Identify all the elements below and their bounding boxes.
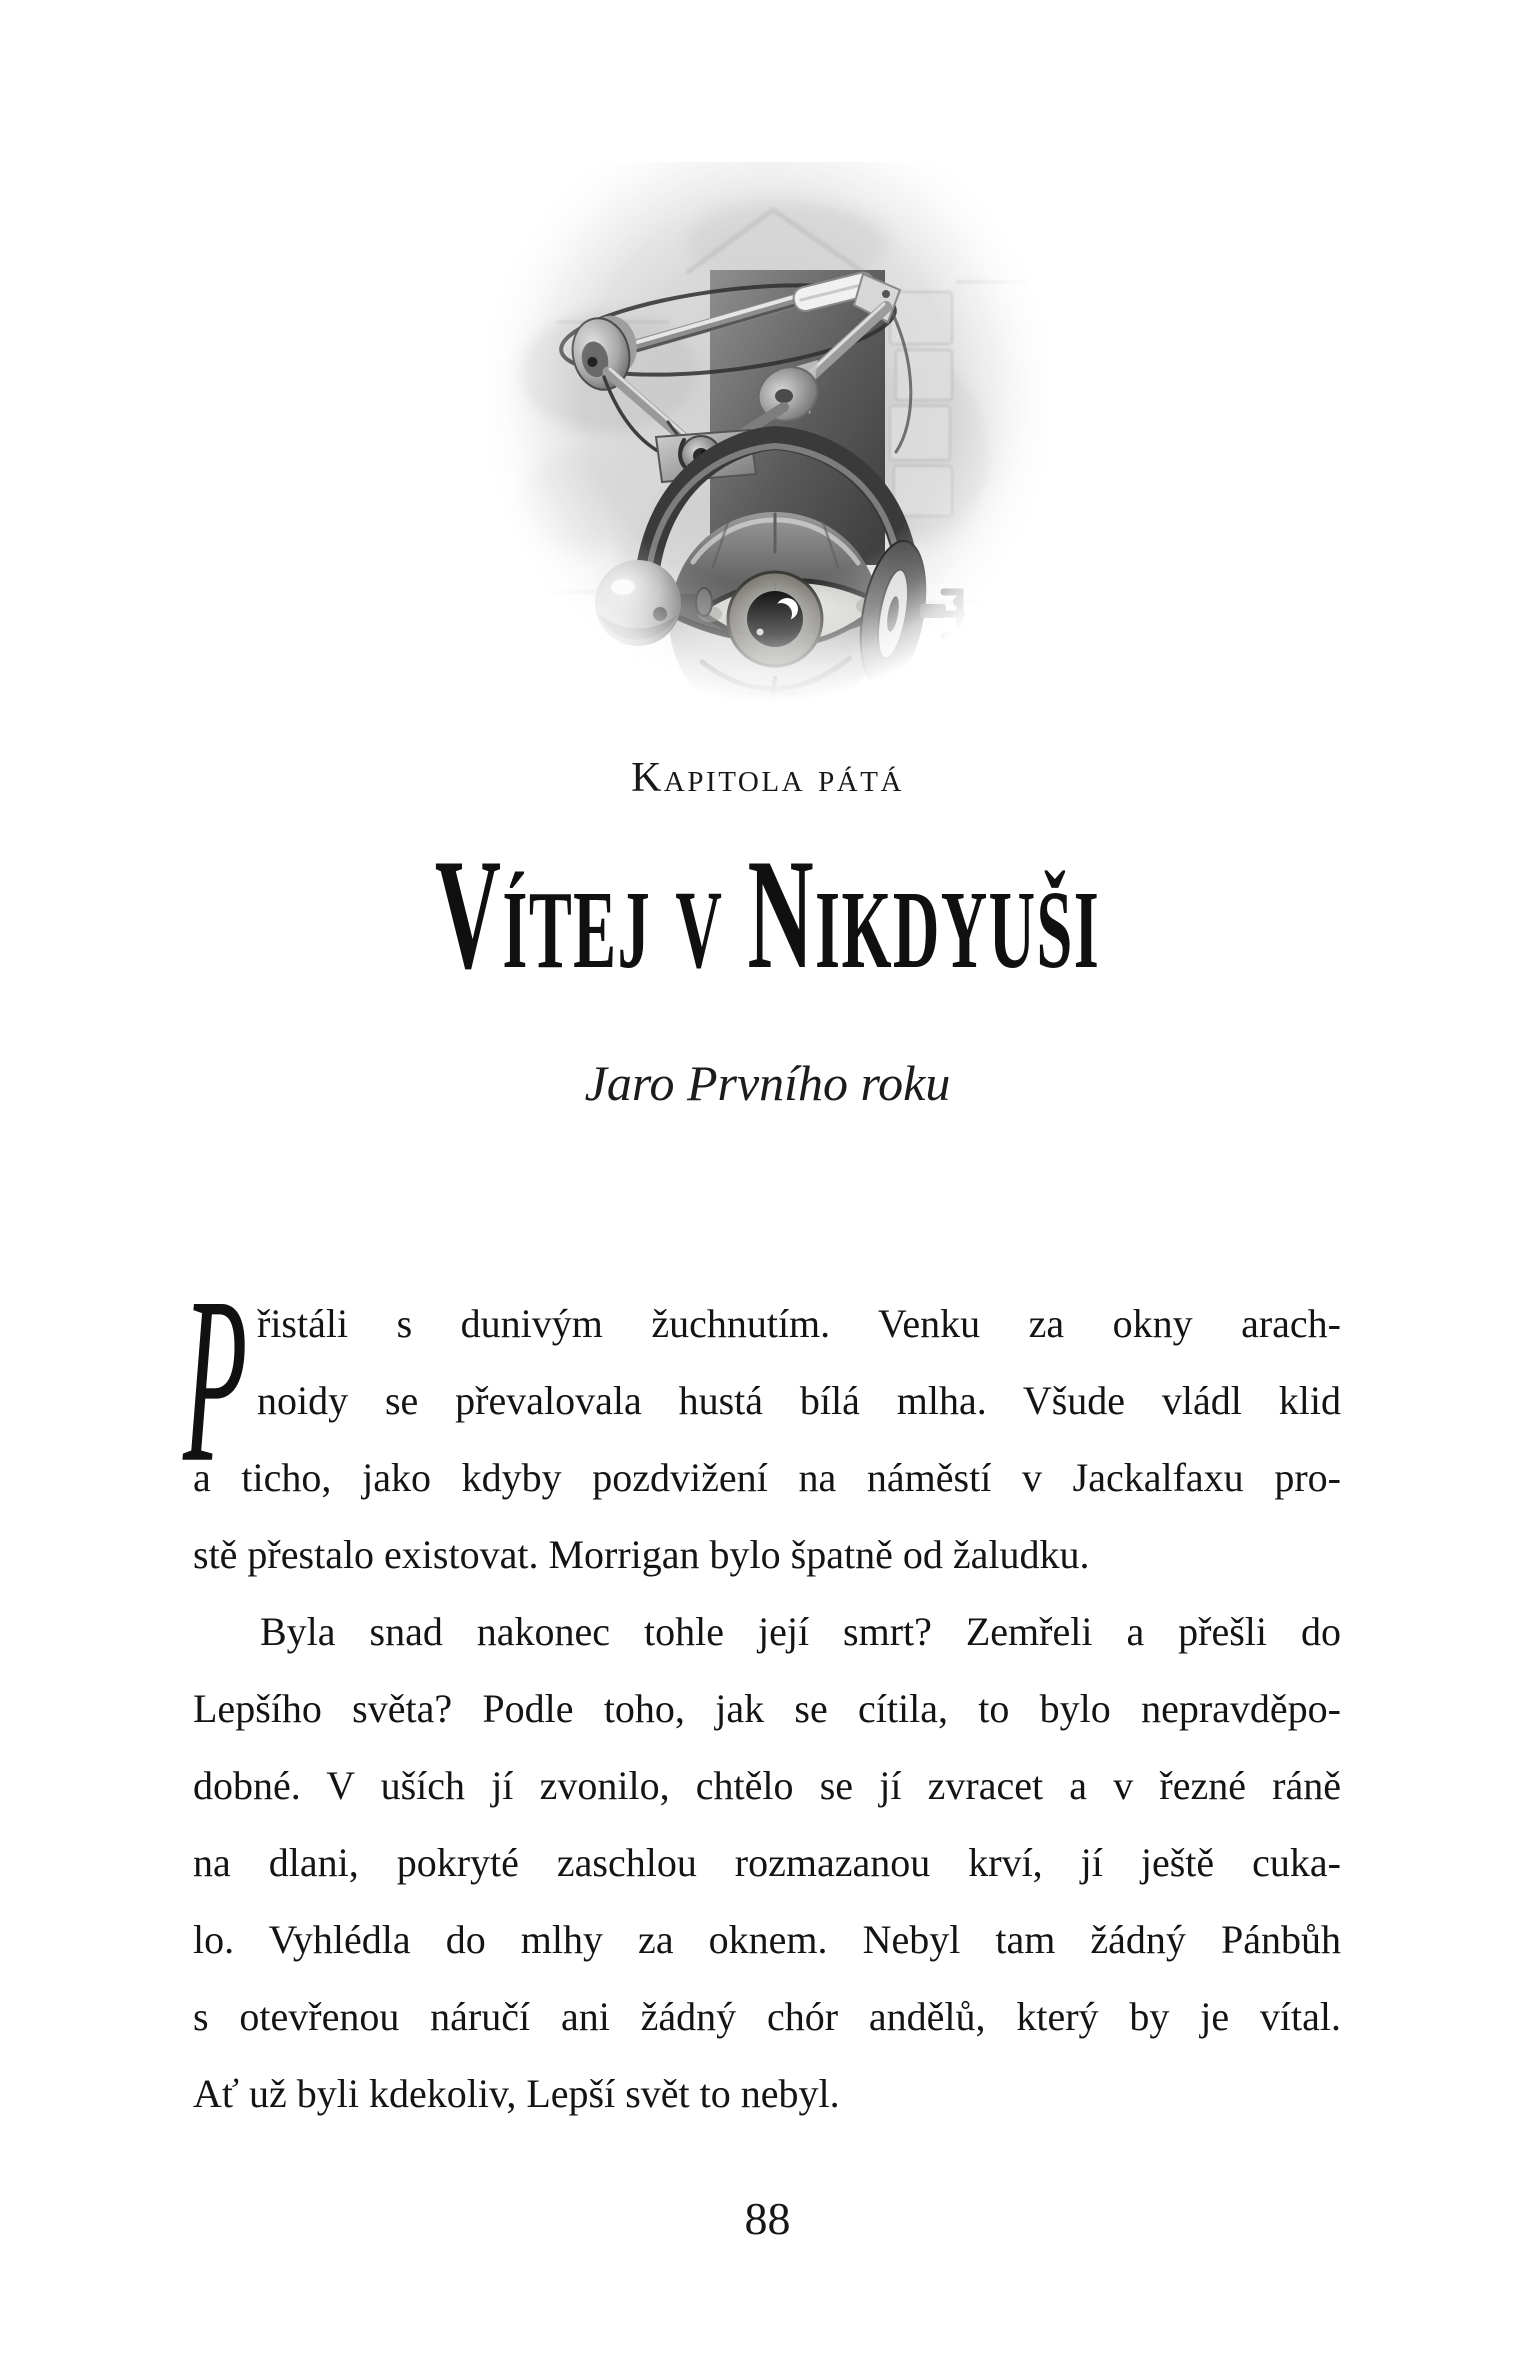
body-line: a ticho, jako kdyby pozdvižení na náměstí v Jackalfaxu pro- <box>193 1455 1341 1500</box>
body-line: na dlani, pokryté zaschlou rozmazanou krví, jí ještě cuka- <box>193 1840 1341 1885</box>
body-line: Lepšího světa? Podle toho, jak se cítila, to bylo nepravděpo- <box>193 1686 1341 1731</box>
mechanical-eye-illustration <box>488 122 1048 702</box>
body-line: řistáli s dunivým žuchnutím. Venku za okny arach- <box>257 1301 1341 1346</box>
body-text <box>183 1248 1341 2132</box>
body-line: Ať už byli kdekoliv, Lepší svět to nebyl. <box>193 2071 840 2116</box>
body-line: noidy se převalovala hustá bílá mlha. Všude vládl klid <box>257 1378 1341 1423</box>
chapter-title-text: Vítej v Nikdyuši <box>434 827 1101 1002</box>
chapter-title <box>0 827 1535 1002</box>
chapter-kicker: Kapitola pátá <box>631 755 904 801</box>
page-number: 88 <box>744 2193 791 2244</box>
body-line: dobné. V uších jí zvonilo, chtělo se jí zvracet a v řezné ráně <box>193 1763 1341 1808</box>
body-line: Byla snad nakonec tohle její smrt? Zemřeli a přešli do <box>260 1609 1341 1654</box>
body-line: stě přestalo existovat. Morrigan bylo špatně od žaludku. <box>193 1532 1090 1577</box>
drop-cap: P <box>183 1248 248 1512</box>
body-line: lo. Vyhlédla do mlhy za oknem. Nebyl tam žádný Pánbůh <box>193 1917 1341 1962</box>
body-line: s otevřenou náručí ani žádný chór andělů, který by je vítal. <box>193 1994 1341 2039</box>
chapter-subtitle: Jaro Prvního roku <box>584 1055 951 1111</box>
